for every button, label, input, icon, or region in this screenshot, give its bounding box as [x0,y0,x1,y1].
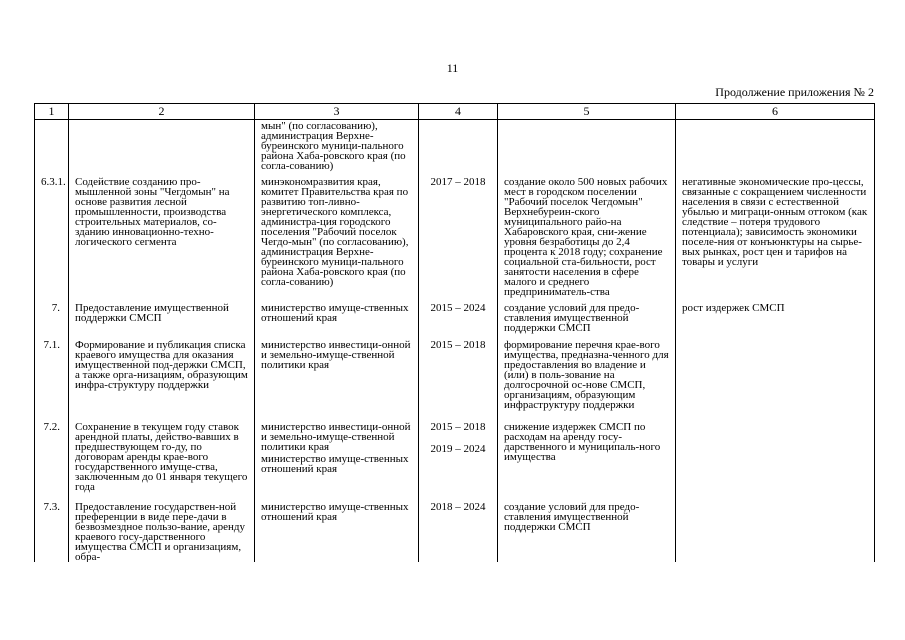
measure-cell: Формирование и публикация списка краевого имущества для оказания имущественной под-держки СМСП, а также орга-низациям, образующим инфра-структуру поддержки [69,340,255,422]
column-header: 3 [255,104,419,120]
table-row [35,177,875,303]
period-text: 2015 – 2018 [430,340,486,351]
period-cell [419,120,498,178]
result-cell: создание условий для предо-ставления имущественной поддержки СМСП [498,303,676,340]
period-text: 2015 – 2024 [430,303,486,314]
table-row [35,340,875,422]
measure-cell: Предоставление имущественной поддержки СМСП [69,303,255,340]
executors-cell [255,340,419,422]
executor-text: министерство инвестици-онной и земельно-имуще-ственной политики края [261,422,411,453]
column-header: 2 [69,104,255,120]
period-cell [419,303,498,340]
period-text: 2015 – 2018 [430,422,486,433]
measure-cell: Предоставление государствен-ной преференции в виде пере-дачи в безвозмездное пользо-вание, аренду краевого госу-дарственного имущества СМСП и организациям, обра- [69,502,255,562]
executor-text: минэкономразвития края, комитет Правительства края по развитию топ-ливно-энергетического комплекса, администра-ция городского поселения "Рабочий поселок Чегдо-мын" (по согласованию), администрация Верхне-буреинского муници-пального района Хаба-ровского края (по согла-сованию) [261,177,409,288]
column-header: 5 [498,104,676,120]
measure-cell: Содействие созданию про-мышленной зоны "Чегдомын" на основе развития лесной промышленности, производства строительных материалов, со-зданию инновационно-техно-логического сегмента [69,177,255,303]
executors-cell [255,177,419,303]
executor-text: министерство имуще-ственных отношений края [261,453,409,475]
consequence-cell [676,422,875,502]
column-number-header-row [35,104,875,120]
page-number: 11 [446,61,459,75]
period-text: 2017 – 2018 [430,177,486,188]
period-cell [419,502,498,562]
result-cell: создание условий для предо-ставления имущественной поддержки СМСП [498,502,676,562]
table-row [35,422,875,502]
executors-cell [255,422,419,502]
period-text: 2018 – 2024 [430,502,486,513]
table-row [35,502,875,562]
consequence-cell: рост издержек СМСП [676,303,875,340]
result-cell: снижение издержек СМСП по расходам на аренду госу-дарственного и муниципаль-ного имущества [498,422,676,502]
item-number: 7.2. [35,422,69,502]
consequence-cell: негативные экономические про-цессы, связанные с сокращением численности населения в связи с естественной убылью и миграци-онным оттоком (как следствие – потеря трудового потенциала); зависимость экономики поселе-ния от конъюнктуры на сырье-вых рынках, рост цен и тарифов на товары и услуги [676,177,875,303]
result-cell: формирование перечня крае-вого имущества, предназна-ченного для предоставления во владение и (или) в поль-зование на долгосрочной ос-нове СМСП, организациям, образующим инфраструктуру поддержки [498,340,676,422]
period-cell [419,340,498,422]
result-cell [498,120,676,178]
item-number: 6.3.1. [35,177,69,303]
column-header: 1 [35,104,69,120]
period-cell [419,177,498,303]
continuation-label: Продолжение приложения № 2 [715,85,874,99]
consequence-cell [676,120,875,178]
item-number: 7.3. [35,502,69,562]
executor-text: мын" (по согласованию), администрация Верхне-буреинского муници-пального района Хаба-ровского края (по согла-сованию) [261,120,406,172]
executors-cell [255,120,419,178]
table-row [35,120,875,178]
measure-cell: Сохранение в текущем году ставок арендной платы, действо-вавших в предшествующем го-ду, по договорам аренды крае-вого государственного имуще-ства, заключенным до 01 января текущего года [69,422,255,502]
executor-text: министерство имуще-ственных отношений края [261,502,409,523]
column-header: 4 [419,104,498,120]
column-header: 6 [676,104,875,120]
result-cell: создание около 500 новых рабочих мест в городском поселении "Рабочий поселок Чегдомын" Верхнебуреин-ского муниципального райо-на Хабаровского края, сни-жение уровня безработицы до 2,4 процента к 2018 году; сохранение социальной ста-бильности, рост занятости населения в сфере малого и среднего предприниматель-ства [498,177,676,303]
period-cell [419,422,498,502]
period-text: 2019 – 2024 [430,443,486,455]
measure-cell [69,120,255,178]
table-row [35,303,875,340]
measures-table [34,103,875,562]
item-number: 7.1. [35,340,69,422]
item-number: 7. [35,303,69,340]
executor-text: министерство имуще-ственных отношений края [261,303,409,324]
consequence-cell [676,502,875,562]
executor-text: министерство инвестици-онной и земельно-имуще-ственной политики края [261,340,411,371]
executors-cell [255,502,419,562]
consequence-cell [676,340,875,422]
item-number [35,120,69,178]
executors-cell [255,303,419,340]
